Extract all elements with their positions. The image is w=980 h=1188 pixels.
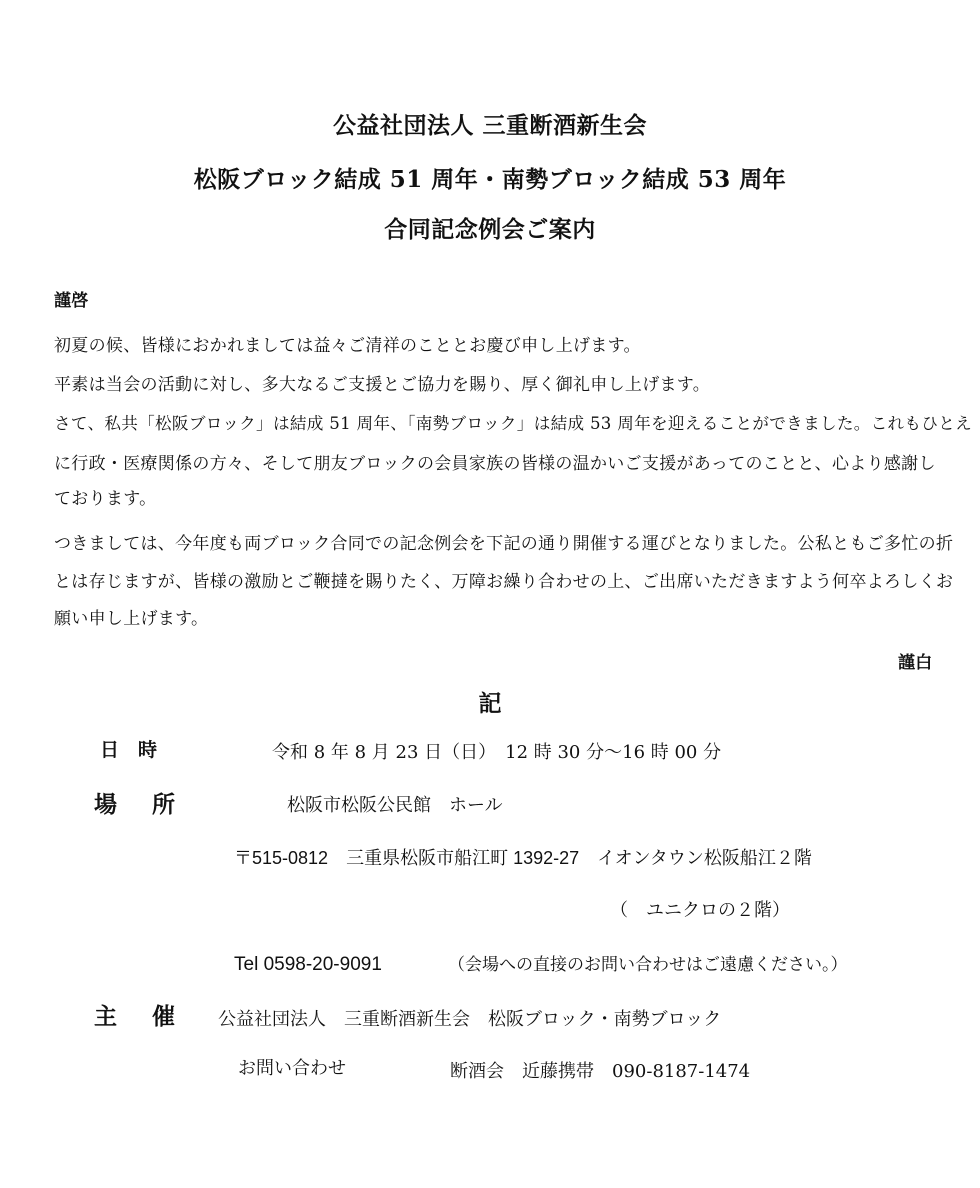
venue-tel: Tel 0598-20-9091	[234, 954, 382, 975]
venue-label: 場 所	[94, 791, 181, 818]
letter-paragraph-1: 初夏の候、皆様におかれましては益々ご清祥のこととお慶び申し上げます。	[54, 336, 641, 356]
letter-paragraph-4-line-3: 願い申し上げます。	[54, 609, 209, 629]
details-heading: 記	[478, 690, 502, 717]
host-value: 公益社団法人 三重断酒新生会 松阪ブロック・南勢ブロック	[218, 1009, 722, 1030]
closing-salutation: 謹白	[898, 653, 933, 673]
letter-paragraph-2: 平素は当会の活動に対し、多大なるご支援とご協力を賜り、厚く御礼申し上げます。	[54, 375, 711, 395]
letter-paragraph-3-line-1: さて、私共「松阪ブロック」は結成 51 周年、「南勢ブロック」は結成 53 周年を迎えることができました。これもひとえ	[54, 414, 973, 433]
anniversary-heading: 松阪ブロック結成 51 周年・南勢ブロック結成 53 周年	[193, 166, 787, 193]
letter-paragraph-3-line-2: に行政・医療関係の方々、そして朋友ブロックの会員家族の皆様の温かいご支援があってのことと、心より感謝し	[54, 454, 936, 474]
venue-name: 松阪市松阪公民館 ホール	[287, 795, 503, 816]
contact-value: 断酒会 近藤携帯 090‐8187‐1474	[450, 1061, 751, 1082]
organization-name: 公益社団法人 三重断酒新生会	[332, 112, 647, 139]
letter-paragraph-4-line-2: とは存じますが、皆様の激励とご鞭撻を賜りたく、万障お繰り合わせの上、ご出席いただきますよう何卒よろしくお	[54, 572, 954, 592]
datetime-value: 令和 8 年 8 月 23 日（日） 12 時 30 分～16 時 00 分	[272, 742, 722, 763]
host-label: 主 催	[94, 1003, 181, 1030]
contact-label: お問い合わせ	[238, 1058, 346, 1079]
datetime-label: 日 時	[100, 739, 158, 761]
letter-paragraph-4-line-1: つきましては、今年度も両ブロック合同での記念例会を下記の通り開催する運びとなりました。公私ともご多忙の折	[54, 534, 954, 554]
letter-paragraph-3-line-3: ております。	[54, 489, 157, 509]
venue-address: 〒515-0812 三重県松阪市船江町 1392-27 イオンタウン松阪船江２階	[234, 848, 812, 868]
opening-salutation: 謹啓	[54, 291, 89, 311]
document-title: 合同記念例会ご案内	[384, 216, 596, 243]
venue-tel-note: （会場への直接のお問い合わせはご遠慮ください。）	[448, 955, 848, 975]
venue-note: （ ユニクロの２階）	[610, 900, 790, 921]
